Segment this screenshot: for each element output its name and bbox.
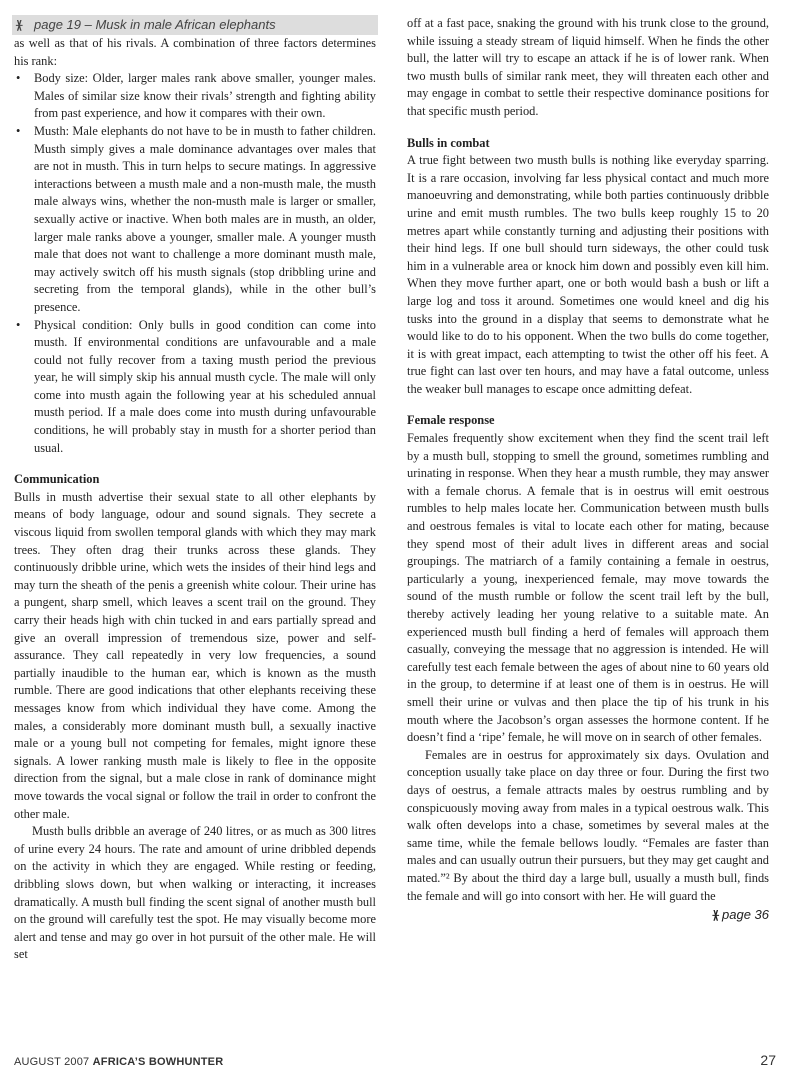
combat-paragraph: A true fight between two musth bulls is nothing like everyday sparring. It is a rare occasion, involving far less physical contact and much more manoeuvring and demonstrating, while both parties continuously dribble urine and emit musth rumbles. The two bulls keep roughly 15 to 20 metres apart while constantly turning and adjusting their positions with their hind legs. If one bull should turn sideways, the other could tusk him in a vulnerable area or knock him down and possibly even kill him. When they move further apart, one or both would bash a bush or lift a large log and toss it around. Sometimes one would kneel and dig his tusks into the ground in a display that seems to demonstrate what he would like to do to his opponent. When the two bulls do come together, it is with great impact, each attempting to twist the other off his feet. A true fight can last over ten hours, and may have a fatal outcome, unless the weaker bull manages to escape once admitting defeat. [407,153,769,396]
intro-paragraph: as well as that of his rivals. A combination of three factors determines his rank: [14,36,376,68]
communication-paragraph-1: Bulls in musth advertise their sexual state to all other elephants by means of body language, odour and sound signals. They secrete a viscous liquid from swollen temporal glands with which they may mark trees. They often drag their trunks across these glands. They continuously dribble urine, which wets the insides of their hind legs and may turn the sheath of the penis a greenish white colour. Their urine has a pungent, sharp smell, which leaves a scent trail on the ground. They carry their heads high with chin tucked in and ears partially spread and give an overall impression of tremendous size, power and self-assurance. They call repeatedly in very low frequencies, a sound partially inaudible to the human ear, which is known as the musth rumble. There are good indications that other elephants receiving these messages know from which individual they have come. Among the males, a considerably more dominant musth bull, a sexually inactive male or a young bull not competing for females, might ignore these signals. A lower ranking musth male is likely to flee in the opposite direction from the signal, but a male close in rank of dominance might move towards the vocal signal or follow the trail in order to confront the other male. [14,489,376,821]
communication-paragraph-2: Musth bulls dribble an average of 240 litres, or as much as 300 litres of urine every 24 hours. The rate and amount of urine dribbled depends on the activity in which they are engaged. While resting or feeding, dribbling slows down, but when walking or interacting, it increases dramatically. A musth bull finding the scent signal of another musth bull on the ground will carefully test the spot. He may visually become more alert and tense and may go over in hot pursuit of the other male. He will set [14,824,376,962]
continued-paragraph: off at a fast pace, snaking the ground with his trunk close to the ground, while issuing a steady stream of liquid himself. When he finds the other bull, the latter will try to escape an attack if he is of lower rank. When two musth bulls of similar rank meet, they will threaten each other and may engage in combat to settle their respective dominance positions for that specific musth period. [407,16,769,118]
female-response-paragraph-2: Females are in oestrus for approximately six days. Ovulation and conception usually take place on day three or four. During the first two days of oestrus, a female attracts males by oestrus rumbling and by conspicuously moving away from males in a typical oestrous walk. This walk often develops into a chase, sometimes by several males at the same time, while the female bellows loudly. “Females are faster than males and can usually outrun their pursuers, but they may get caught and mated.”² By about the third day a large bull, usually a musth bull, finds the female and will go into consort with her. He will guard the [407,747,769,903]
continued-to-link[interactable] [407,906,769,924]
continued-from-text: page 19 – Musk in male African elephants [34,17,276,32]
footer-magazine-name: AFRICA’S BOWHUNTER [92,1056,224,1068]
elephant-icon: ᚕ [16,17,23,32]
continued-from-banner [12,15,378,35]
footer-issue-date: AUGUST 2007 [14,1056,90,1068]
page-number: 27 [760,1052,776,1068]
rank-factor-list [14,70,376,457]
bullet-physical-condition: • Physical condition: Only bulls in good condition can come into musth. If environmental conditions are unfavourable and a male could not fully recover from a taxing musth period the previous year, he will simply skip his annual musth cycle. The male will only come into musth again the following year at his scheduled annual musth period. If a male does come into musth during unfavourable conditions, he will probably stay in musth for a shorter period than usual. [34,317,376,458]
page-footer [14,1050,776,1074]
left-column [14,15,376,964]
elephant-icon: ᚕ [712,907,719,923]
heading-female-response: Female response [407,413,495,428]
bullet-musth: • Musth: Male elephants do not have to be in musth to father children. Musth simply gives a male dominance advantages over males that are not in musth. This in turn helps to secure matings. In aggressive interactions between a musth male and a non-musth male, the musth male always wins, whether the non-musth male is larger or smaller, sexually active or inactive. When both males are in musth, an older, larger male ranks above a younger, smaller male. A younger musth male that does not want to challenge a more dominant musth male, may actively switch off his musth signals (stop dribbling urine and secreting from the temporal glands), while in the other bull’s presence. [34,123,376,317]
continued-to-text: page 36 [722,907,769,923]
right-column [407,15,769,924]
female-response-paragraph-1: Females frequently show excitement when they find the scent trail left by a musth bull, stopping to smell the ground, sometimes rumbling and urinating in response. When they hear a musth rumble, they may answer with a female chorus. A female that is in oestrus will emit oestrous rumbles to help males locate her. Communication between musth bulls and oestrous females is vital to locate each other for mating, because they spend most of their adult lives in different areas and social groupings. The matriarch of a family containing a female in oestrus, particularly a young, inexperienced female, may move towards the sound of the musth rumble or follow the scent trail left by the bull, thereby actively leading her young relative to a suitable mate. An experienced musth bull finding a herd of females will approach them casually, conveying the message that no aggression is intended. He will carefully test each female between the ages of about nine to 60 years old in the group, to determine if at least one of them is in oestrus. He will smell their urine or vulvas and then place the tip of his trunk in his mouth where the Jacobson’s organ assesses the hormone content. If he doesn’t find a ‘ripe’ female, he will move on in search of other females. [407,431,769,745]
footer-publication [14,1056,223,1068]
heading-communication: Communication [14,472,100,487]
heading-bulls-in-combat: Bulls in combat [407,135,490,150]
bullet-body-size: • Body size: Older, larger males rank above smaller, younger males. Males of similar size know their rivals’ strength and fighting ability from past experience, and how it compares with their own. [34,70,376,123]
